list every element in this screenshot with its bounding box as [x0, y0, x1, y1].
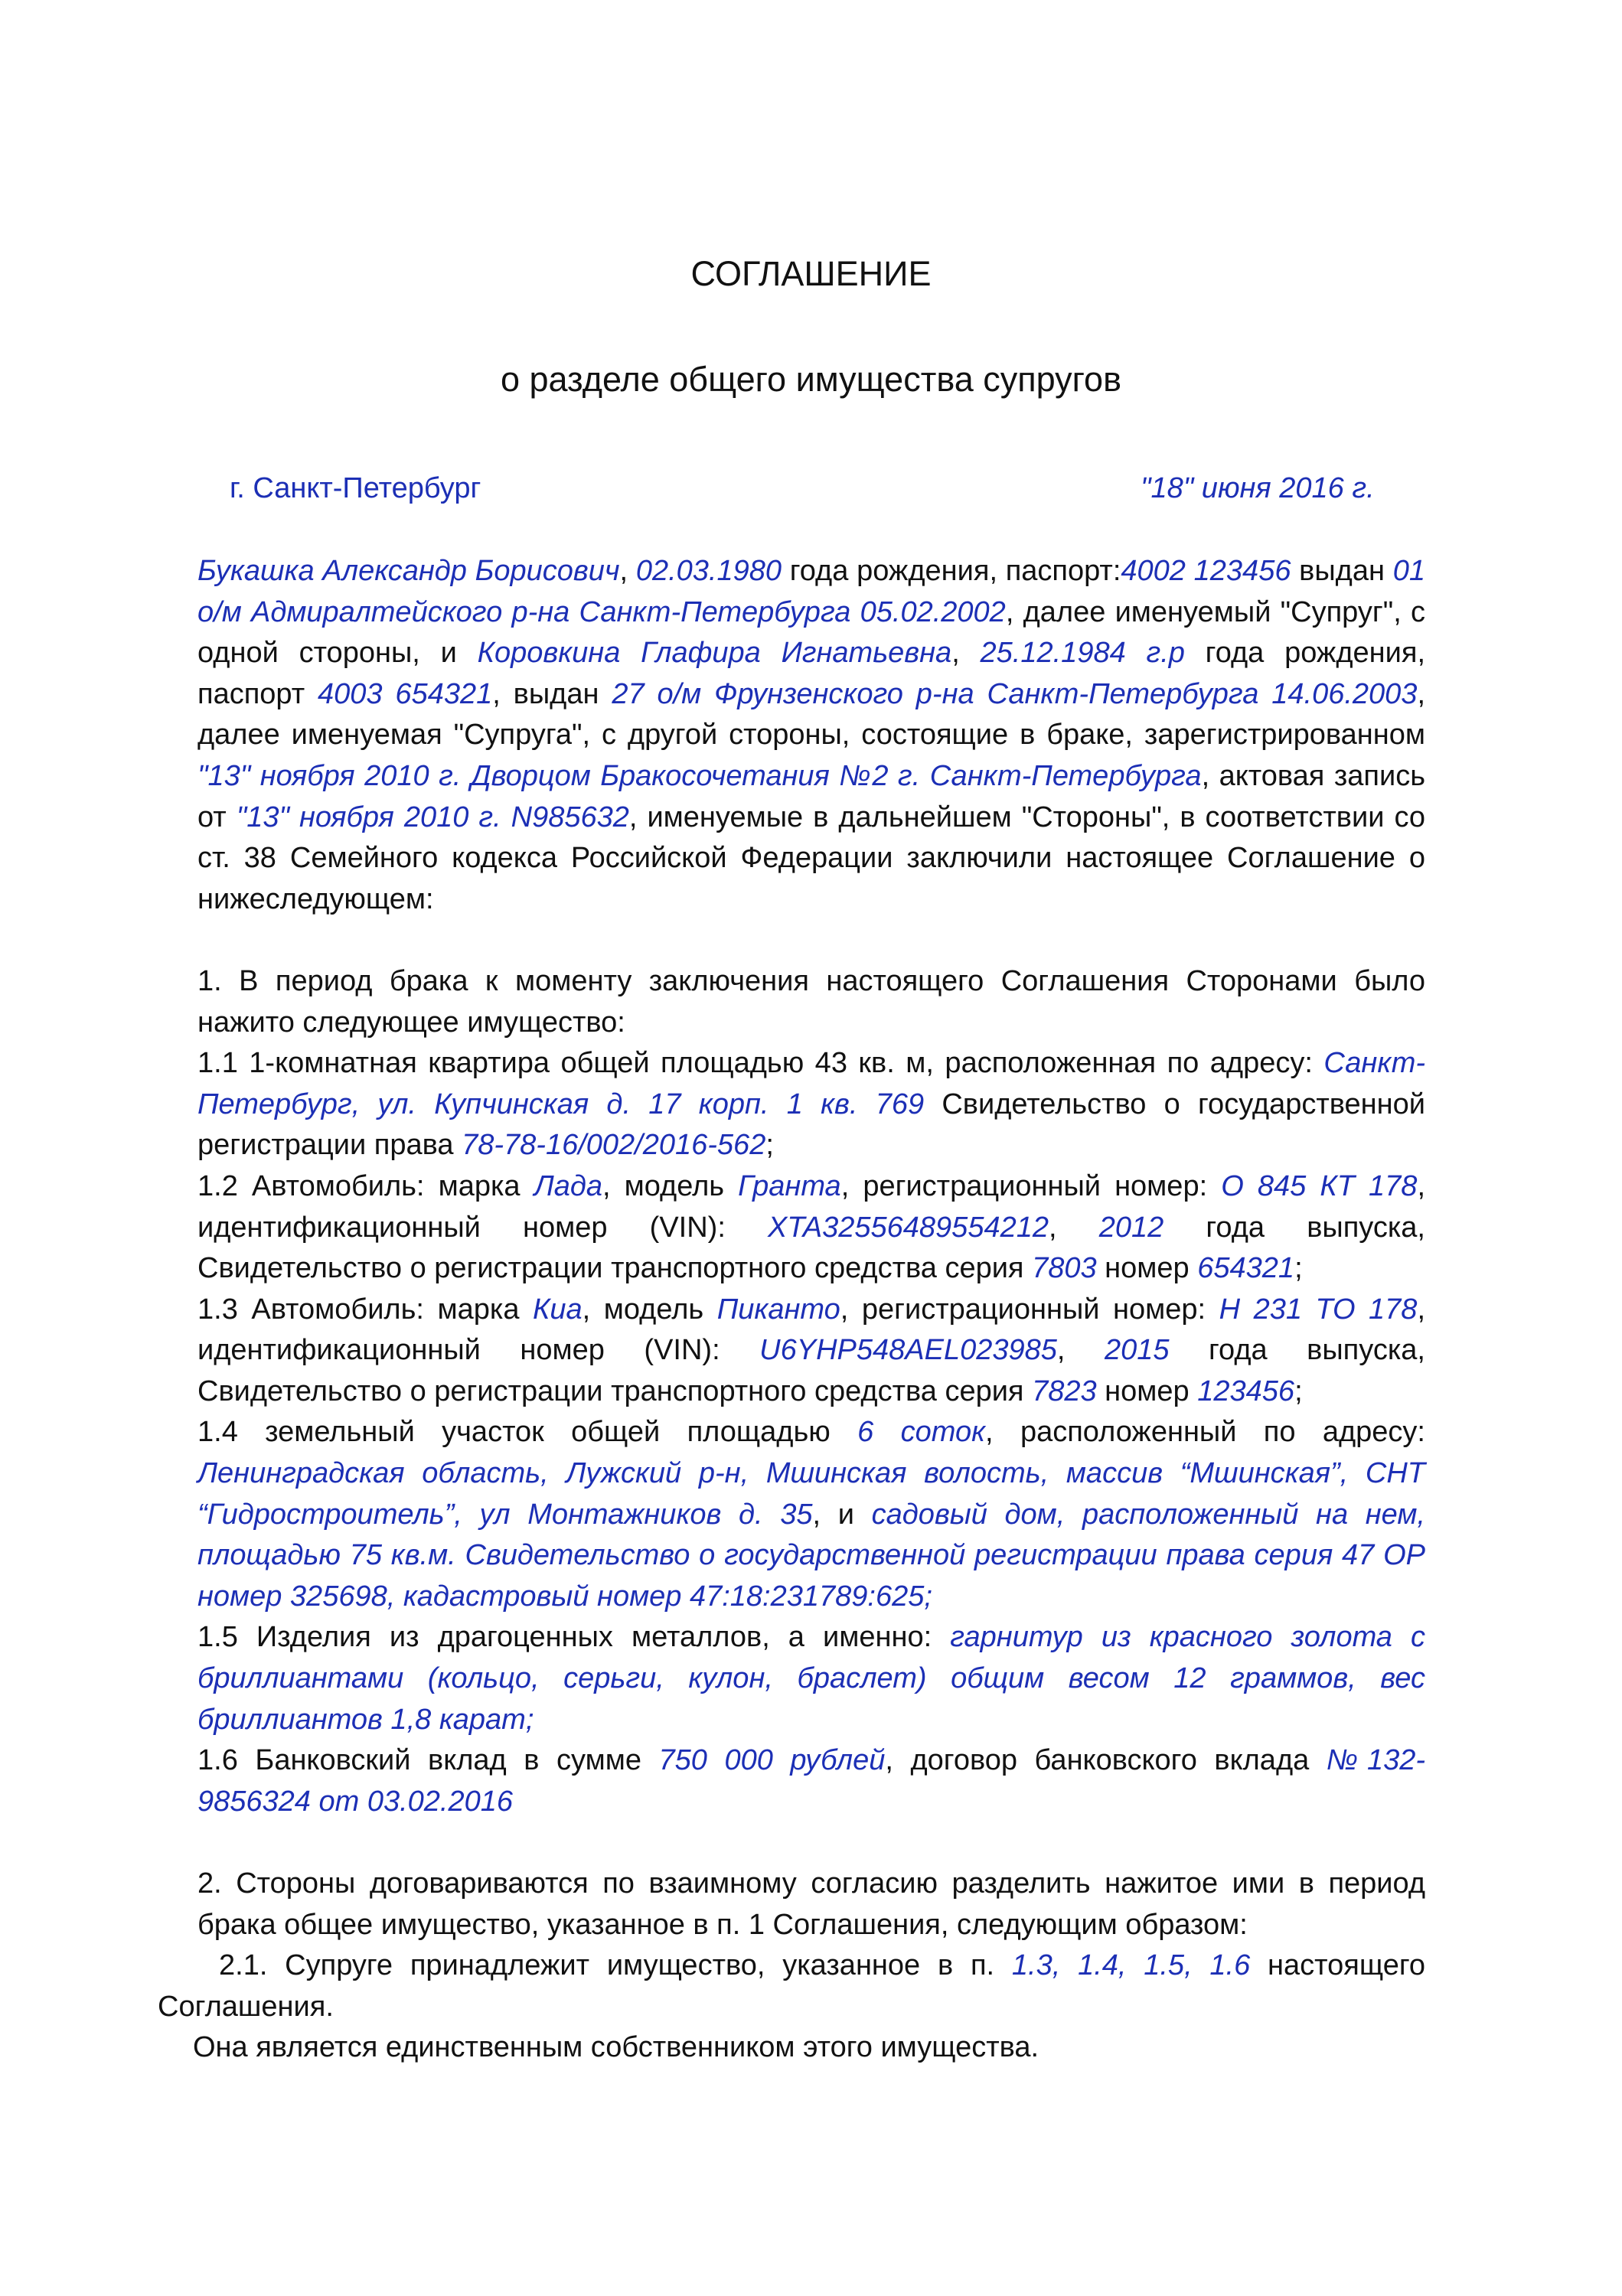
wife-items: 1.3, 1.4, 1.5, 1.6 — [1011, 1949, 1251, 1982]
car1-cert-number: 654321 — [1197, 1252, 1295, 1285]
marriage-record: "13" ноября 2010 г. N985632 — [236, 801, 629, 833]
item-text: ; — [765, 1129, 774, 1162]
agreement-date: "18" июня 2016 г. — [1141, 472, 1375, 504]
wife-name: Коровкина Глафира Игнатьевна — [477, 637, 952, 670]
section-1-heading: 1. В период брака к моменту заключения настоящего Соглашения Сторонами было нажито следующее имущество: — [197, 964, 1425, 1039]
car1-model: Гранта — [738, 1169, 841, 1202]
item-text: ; — [1294, 1252, 1303, 1285]
car1-year: 2012 — [1098, 1211, 1164, 1244]
item-text: 1.1 1-комнатная квартира общей площадью 43 кв. м, расположенная по адресу: — [197, 1047, 1324, 1080]
item-text: 1.5 Изделия из драгоценных металлов, а именно: — [197, 1621, 951, 1654]
apartment-certificate: 78-78-16/002/2016-562 — [462, 1129, 766, 1162]
land-address: Ленинградская область, Лужский р-н, Мшинская волость, массив “Мшинская”, СНТ “Гидростроитель”, ул Монтажников д. 35 — [197, 1457, 1425, 1531]
wife-passport-issuer: 27 о/м Фрунзенского р-на Санкт-Петербурга 14.06.2003 — [612, 677, 1418, 710]
item-text: , — [1056, 1334, 1105, 1367]
item-text: номер — [1096, 1375, 1198, 1407]
item-text: года выпуска, Свидетельство о регистрации транспортного средства серия — [197, 1334, 1425, 1407]
apartment-address: Санкт-Петербург, ул. Купчинская д. 17 корп. 1 кв. 769 — [197, 1047, 1425, 1120]
intro-text: , — [951, 637, 981, 670]
intro-text: , именуемые в дальнейшем "Стороны", в соответствии со ст. 38 Семейного кодекса Российской Федерации заключили настоящее Соглашение о нижеследующем: — [197, 801, 1426, 915]
spacer — [197, 1822, 1425, 1864]
item-text: , регистрационный номер: — [840, 1293, 1219, 1326]
car2-cert-number: 123456 — [1197, 1375, 1295, 1407]
husband-passport-issuer: 01 о/м Адмиралтейского р-на Санкт-Петербурга 05.02.2002 — [197, 555, 1425, 628]
item-text: , расположенный по адресу: — [985, 1416, 1425, 1449]
item-text: Свидетельство о государственной регистрации права — [197, 1088, 1426, 1162]
document-title: СОГЛАШЕНИЕ — [690, 254, 932, 293]
car2-reg-number: Н 231 ТО 178 — [1219, 1293, 1418, 1326]
car1-reg-number: О 845 КТ 178 — [1221, 1169, 1418, 1202]
item-1-4 — [197, 1412, 1425, 1617]
husband-name: Букашка Александр Борисович — [197, 555, 620, 587]
deposit-sum: 750 000 рублей — [658, 1744, 886, 1777]
wife-birth-date: 25.12.1984 г.р — [980, 637, 1185, 670]
item-text: 1.3 Автомобиль: марка — [197, 1293, 533, 1326]
husband-passport: 4002 123456 — [1121, 555, 1291, 587]
item-text: , модель — [582, 1293, 717, 1326]
car1-make: Лада — [534, 1169, 602, 1202]
item-text: года выпуска, Свидетельство о регистрации транспортного средства серия — [197, 1211, 1425, 1285]
item-text: , идентификационный номер (VIN): — [197, 1293, 1425, 1367]
item-1-5 — [197, 1617, 1425, 1740]
husband-birth-date: 02.03.1980 — [635, 555, 782, 587]
intro-text: , далее именуемый "Супруг", с одной стороны, и — [197, 595, 1425, 670]
clause-text: 2.1. Супруге принадлежит имущество, указанное в п. — [219, 1949, 1012, 1982]
item-text: ; — [1294, 1375, 1303, 1407]
intro-text: года рождения, паспорт: — [782, 555, 1121, 587]
item-text: , идентификационный номер (VIN): — [197, 1169, 1425, 1244]
clause-text: настоящего Соглашения. — [158, 1949, 1425, 2023]
item-text: , модель — [602, 1169, 739, 1202]
item-text: , и — [812, 1498, 872, 1531]
item-text: 1.4 земельный участок общей площадью — [197, 1416, 858, 1449]
item-text: номер — [1096, 1252, 1198, 1285]
item-text: , договор банковского вклада — [885, 1744, 1327, 1777]
spacer — [197, 920, 1425, 961]
item-text: , — [1049, 1211, 1099, 1244]
marriage-registration: "13" ноября 2010 г. Дворцом Бракосочетания №2 г. Санкт-Петербурга — [197, 759, 1202, 792]
car1-vin: XTA32556489554212 — [768, 1211, 1049, 1244]
item-text: 1.2 Автомобиль: марка — [197, 1169, 534, 1202]
document-subtitle: о разделе общего имущества супругов — [500, 360, 1121, 399]
intro-paragraph: Букашка Александр Борисович, 02.03.1980 года рождения, паспорт:4002 123456 выдан 01 о/м Адмиралтейского р-на Санкт-Петербурга 05.02.2002, далее именуемый "Супруг", с одной стороны, и Коровкина Глафира Игнатьевна, 25.12.1984 г.р года рождения, паспорт 4003 654321, выдан 27 о/м Фрунзенского р-на Санкт-Петербурга 14.06.2003, далее именуемая "Супруга", с другой стороны, состоящие в браке, зарегистрированном "13" ноября 2010 г. Дворцом Бракосочетания №2 г. Санкт-Петербурга, актовая запись от "13" ноября 2010 г. N985632, именуемые в дальнейшем "Стороны", в соответствии со ст. 38 Семейного кодекса Российской Федерации заключили настоящее Соглашение о нижеследующем: — [197, 555, 1426, 915]
item-text: 1.6 Банковский вклад в сумме — [197, 1744, 659, 1777]
item-text: , регистрационный номер: — [840, 1169, 1222, 1202]
car2-cert-series: 7823 — [1032, 1375, 1097, 1407]
garden-house: садовый дом, расположенный на нем, площадью 75 кв.м. Свидетельство о государственной регистрации права серия 47 ОР номер 325698, кадастровый номер 47:18:231789:625; — [197, 1498, 1425, 1613]
car2-model: Пиканто — [716, 1293, 840, 1326]
wife-passport: 4003 654321 — [318, 677, 493, 710]
item-1-1 — [197, 1043, 1425, 1166]
car2-make: Киа — [533, 1293, 583, 1326]
intro-text: выдан — [1291, 555, 1393, 587]
document-body — [158, 551, 1426, 2069]
deposit-contract: №132-9856324 от 03.02.2016 — [197, 1744, 1425, 1818]
place-of-signing: г. Санкт-Петербург — [230, 472, 481, 504]
car2-vin: U6YHP548AEL023985 — [759, 1334, 1057, 1367]
jewelry: гарнитур из красного золота с бриллиантами (кольцо, серьги, кулон, браслет) общим весом 12 граммов, вес бриллиантов 1,8 карат; — [197, 1621, 1425, 1736]
clause-2-1 — [158, 1945, 1425, 2027]
car2-year: 2015 — [1104, 1334, 1170, 1367]
intro-text: , актовая запись от — [197, 759, 1425, 833]
intro-text: , далее именуемая "Супруга", с другой стороны, состоящие в браке, зарегистрированном — [197, 677, 1425, 752]
section-2-heading: 2. Стороны договариваются по взаимному согласию разделить нажитое ими в период брака общее имущество, указанное в п. 1 Соглашения, следующим образом: — [197, 1867, 1425, 1941]
item-1-2 — [197, 1166, 1425, 1290]
item-1-3 — [197, 1290, 1425, 1413]
car1-cert-series: 7803 — [1032, 1252, 1097, 1285]
intro-text: , выдан — [492, 677, 612, 710]
clause-2-1-ownership: Она является единственным собственником этого имущества. — [193, 2031, 1039, 2064]
land-area: 6 соток — [857, 1416, 986, 1449]
intro-text: года рождения, паспорт — [197, 637, 1425, 710]
item-1-6 — [197, 1740, 1425, 1822]
